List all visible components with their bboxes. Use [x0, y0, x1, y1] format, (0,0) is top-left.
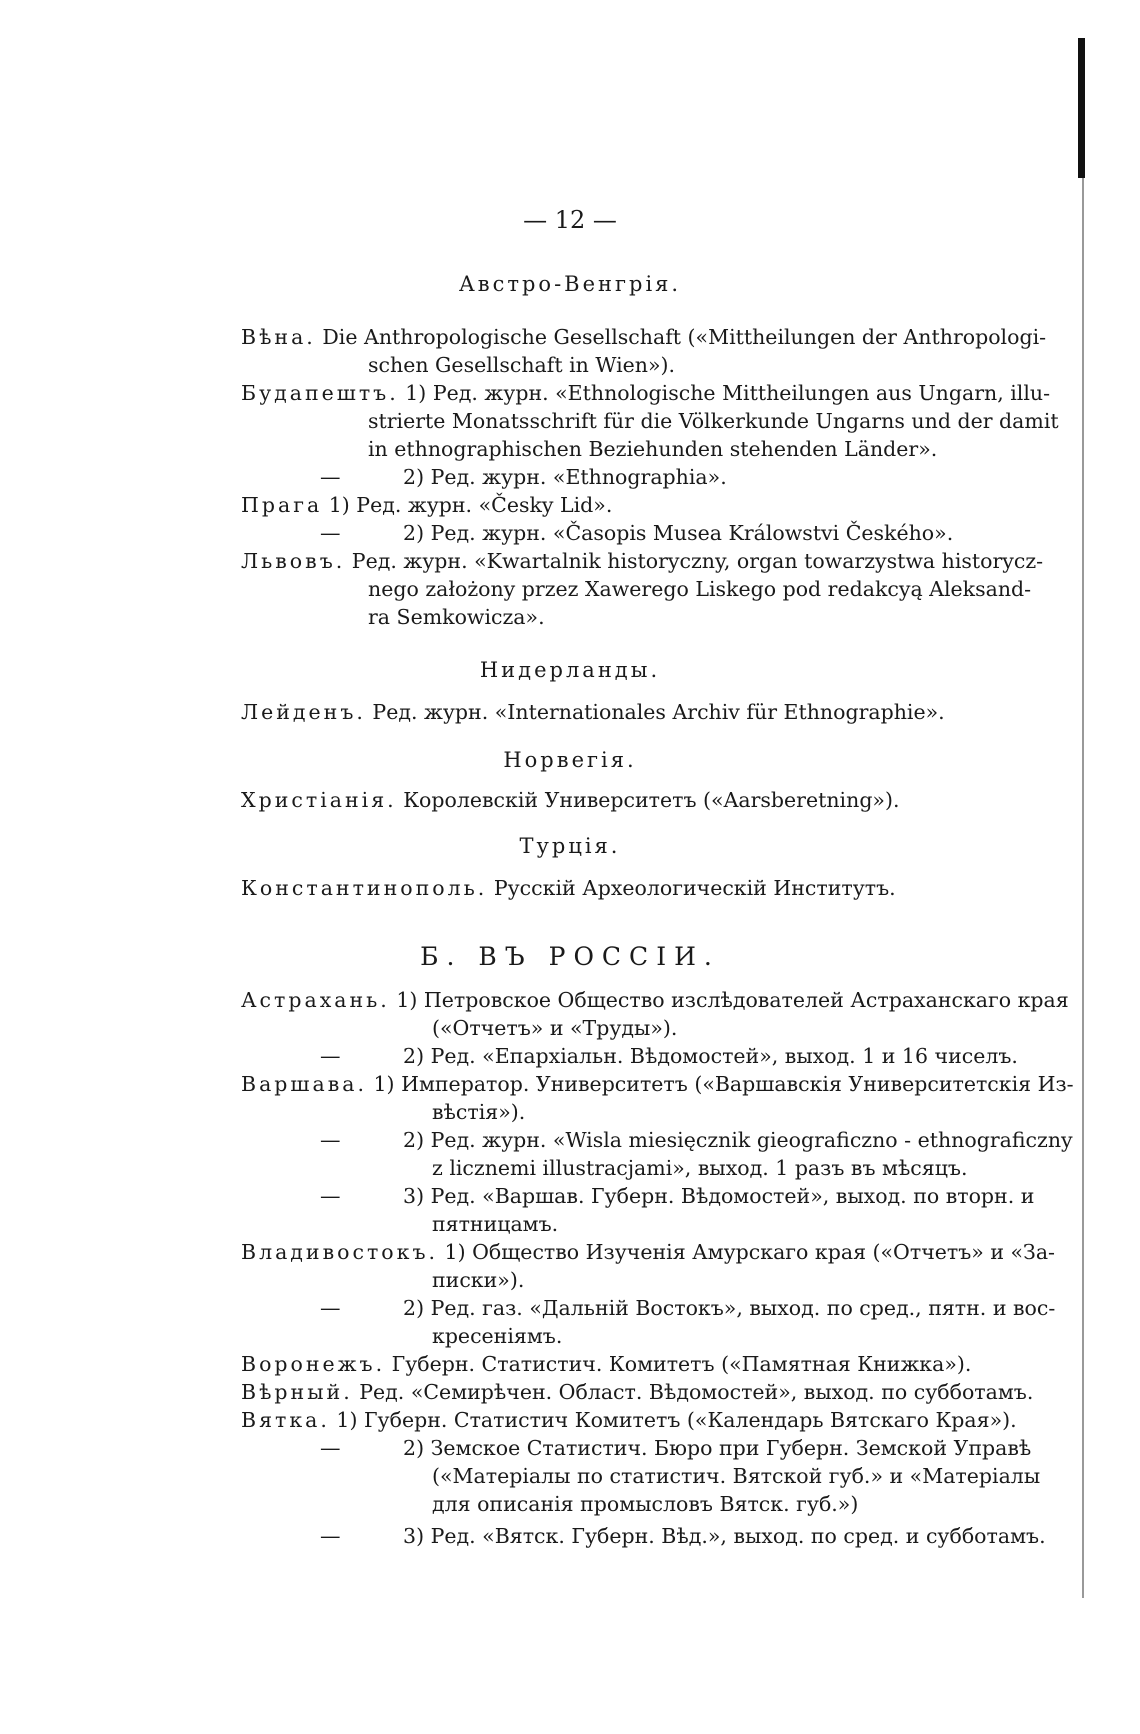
entry-text: для описанія промысловъ Вятск. губ.») [432, 1492, 859, 1516]
entry-line [241, 788, 900, 812]
entry-text: кресеніямъ. [432, 1324, 563, 1348]
entry-line [320, 1044, 1018, 1068]
entry-text: Русскій Археологическій Институтъ. [493, 876, 896, 900]
entry-line [241, 325, 1046, 349]
entry-text: schen Gesellschaft in Wien»). [368, 353, 676, 377]
entry-text: пятницамъ. [432, 1212, 559, 1236]
entry-text: 1) Петровское Общество изслѣдователей Астраханскаго края [396, 988, 1069, 1012]
entry-line [320, 1524, 1046, 1548]
entry-line [241, 1072, 1074, 1096]
entry-city: Вѣна. [241, 325, 316, 349]
entry-line [241, 1408, 1017, 1432]
entry-text: ra Semkowicza». [368, 605, 545, 629]
section-heading-austria: Австро-Венгрія. [458, 272, 682, 296]
entry-dash: — [320, 1184, 341, 1208]
entry-text: писки»). [432, 1268, 525, 1292]
entry-line [432, 1212, 558, 1236]
entry-line [432, 1268, 524, 1292]
entry-line [320, 521, 953, 545]
entry-city: Вѣрный. [241, 1380, 353, 1404]
entry-dash: — [320, 521, 341, 545]
entry-line [241, 1240, 1055, 1264]
entry-text: nego założony przez Xawerego Liskego pod redakcyą Aleksand- [368, 577, 1032, 601]
scan-edge-line [1082, 178, 1084, 1598]
entry-line [432, 1492, 858, 1516]
entry-text: 2) Ред. журн. «Ethnographia». [403, 465, 727, 489]
entry-line [241, 493, 612, 517]
entry-city: Христіанія. [241, 788, 397, 812]
entry-text: strierte Monatsschrift für die Völkerkunde Ungarns und der damit [368, 409, 1059, 433]
entry-dash: — [320, 465, 341, 489]
entry-text: Ред. журн. «Internationales Archiv für Ethnographie». [372, 700, 945, 724]
entry-line [368, 437, 937, 461]
entry-line [320, 1184, 1034, 1208]
entry-text: Ред. журн. «Kwartalnik historyczny, organ towarzystwa historycz- [351, 549, 1044, 573]
section-heading-netherlands: Нидерланды. [479, 658, 661, 682]
entry-line [320, 465, 727, 489]
entry-text: 3) Ред. «Вятск. Губерн. Вѣд.», выход. по сред. и субботамъ. [403, 1524, 1046, 1548]
entry-text: 2) Ред. газ. «Дальній Востокъ», выход. по сред., пятн. и вос- [403, 1296, 1056, 1320]
entry-city: Владивостокъ. [241, 1240, 439, 1264]
entry-dash: — [320, 1044, 341, 1068]
entry-dash: — [320, 1436, 341, 1460]
entry-dash: — [320, 1524, 341, 1548]
entry-city: Прага [241, 493, 323, 517]
entry-text: z licznemi illustracjami», выход. 1 разъ въ мѣсяцъ. [432, 1156, 968, 1180]
entry-line [241, 988, 1069, 1012]
entry-line [368, 409, 1059, 433]
entry-text: («Матеріалы по статистич. Вятской губ.» и «Матеріалы [432, 1464, 1041, 1488]
entry-city: Астрахань. [241, 988, 390, 1012]
entry-line [320, 1436, 1031, 1460]
entry-city: Вятка. [241, 1408, 330, 1432]
entry-dash: — [320, 1128, 341, 1152]
entry-line [241, 876, 896, 900]
entry-dash: — [320, 1296, 341, 1320]
entry-city: Варшава. [241, 1072, 367, 1096]
section-heading-turkey: Турція. [519, 834, 621, 858]
entry-text: 1) Ред. журн. «Ethnologische Mittheilungen aus Ungarn, illu- [405, 381, 1051, 405]
entry-city: Львовъ. [241, 549, 346, 573]
entry-text: 2) Ред. журн. «Wisla miesięcznik gieograficzno - ethnograficzny [403, 1128, 1073, 1152]
entry-city: Будапештъ. [241, 381, 399, 405]
entry-text: вѣстія»). [432, 1100, 526, 1124]
entry-text: 2) Ред. «Епархіальн. Вѣдомостей», выход. 1 и 16 чиселъ. [403, 1044, 1018, 1068]
entry-text: Ред. «Семирѣчен. Област. Вѣдомостей», выход. по субботамъ. [359, 1380, 1034, 1404]
section-heading-russia: Б. ВЪ РОССІИ. [420, 942, 720, 971]
entry-text: («Отчетъ» и «Труды»). [432, 1016, 678, 1040]
entry-text: Die Anthropologische Gesellschaft («Mittheilungen der Anthropologi- [322, 325, 1047, 349]
entry-city: Воронежъ. [241, 1352, 386, 1376]
entry-line [241, 700, 945, 724]
entry-text: 1) Ред. журн. «Česky Lid». [328, 493, 613, 517]
entry-line [432, 1324, 562, 1348]
entry-text: 2) Ред. журн. «Časopis Musea Králowstvi Českého». [403, 521, 954, 545]
entry-line [241, 381, 1050, 405]
scan-edge-mark [1078, 38, 1085, 178]
entry-line [368, 605, 545, 629]
entry-text: Губерн. Статистич. Комитетъ («Памятная Книжка»). [391, 1352, 972, 1376]
entry-line [432, 1100, 525, 1124]
entry-line [241, 1380, 1033, 1404]
entry-text: in ethnographischen Beziehunden stehenden Länder». [368, 437, 938, 461]
entry-line [432, 1016, 677, 1040]
entry-line [320, 1296, 1055, 1320]
entry-text: 1) Губерн. Статистич Комитетъ («Календарь Вятскаго Края»). [336, 1408, 1017, 1432]
entry-line [320, 1128, 1073, 1152]
section-heading-norway: Норвегія. [503, 748, 637, 772]
entry-line [368, 353, 675, 377]
entry-line [241, 549, 1043, 573]
page-number: — 12 — [523, 206, 617, 234]
entry-line [241, 1352, 971, 1376]
entry-city: Константинополь. [241, 876, 488, 900]
entry-line [432, 1464, 1040, 1488]
entry-line [368, 577, 1031, 601]
entry-text: 2) Земское Статистич. Бюро при Губерн. Земской Управѣ [403, 1436, 1032, 1460]
entry-city: Лейденъ. [241, 700, 366, 724]
entry-line [432, 1156, 967, 1180]
entry-text: 1) Общество Изученія Амурскаго края («Отчетъ» и «За- [444, 1240, 1055, 1264]
entry-text: 3) Ред. «Варшав. Губерн. Вѣдомостей», выход. по вторн. и [403, 1184, 1035, 1208]
entry-text: 1) Император. Университетъ («Варшавскія Университетскія Из- [373, 1072, 1074, 1096]
entry-text: Королевскій Университетъ («Aarsberetning»). [403, 788, 900, 812]
